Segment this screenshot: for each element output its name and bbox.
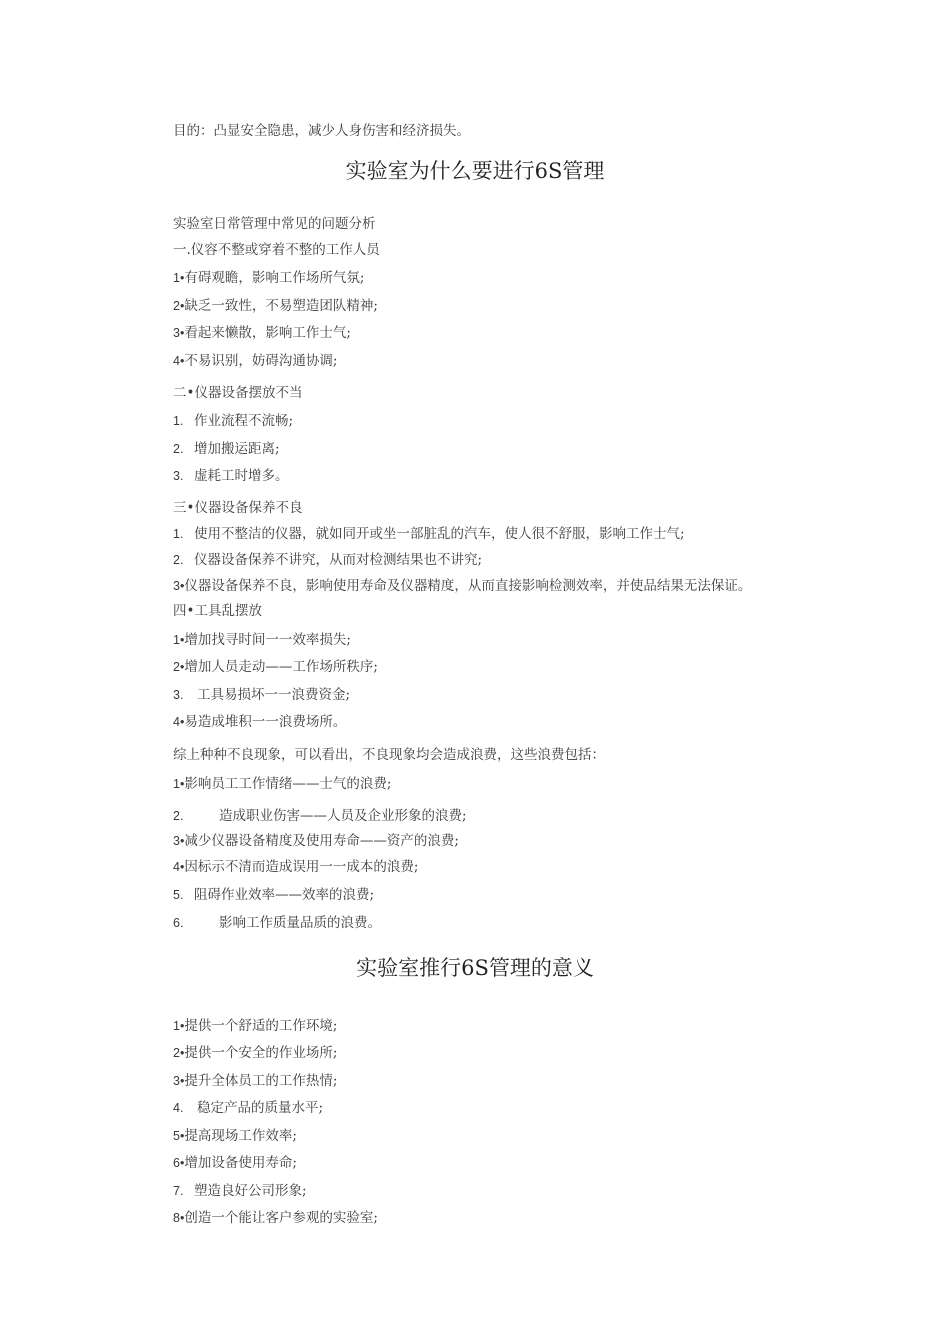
list-item	[173, 831, 459, 851]
list-item	[173, 1153, 297, 1173]
item-number: 1•	[173, 271, 185, 285]
item-text: 减少仪器设备精度及使用寿命——资产的浪费;	[184, 833, 459, 849]
item-number: 1.	[173, 414, 184, 428]
item-number: 2•	[173, 299, 185, 313]
item-number: 1.	[173, 527, 184, 541]
item-text: 影响工作质量品质的浪费。	[219, 915, 381, 931]
item-text: 工具易损坏一一浪费资金;	[197, 687, 351, 703]
item-number: 2•	[173, 1046, 185, 1060]
item-text: 增加人员走动——工作场所秩序;	[184, 659, 378, 675]
list-item	[173, 712, 346, 732]
item-text: 影响员工工作情绪——士气的浪费;	[184, 776, 392, 792]
item-number: 3•	[173, 579, 185, 593]
item-text: 增加搬运距离;	[194, 441, 280, 457]
list-item	[173, 466, 289, 486]
list-item	[173, 885, 374, 905]
item-number: 4•	[173, 354, 185, 368]
list-item	[173, 657, 378, 677]
section3-title: 三•仪器设备保养不良	[173, 500, 303, 516]
heading-why-6s: 实验室为什么要进行6S管理	[345, 159, 605, 183]
list-item	[173, 1208, 378, 1228]
item-number: 5•	[173, 1129, 185, 1143]
item-number: 5.	[173, 888, 184, 902]
list-item	[173, 630, 351, 650]
item-number: 3.	[173, 469, 184, 483]
item-number: 4•	[173, 860, 185, 874]
list-item	[173, 685, 350, 705]
item-text: 阻碍作业效率——效率的浪费;	[194, 887, 375, 903]
item-text: 增加找寻时间一一效率损失;	[184, 632, 351, 648]
list-item	[173, 524, 685, 544]
list-item	[173, 857, 418, 877]
item-text: 提高现场工作效率;	[184, 1128, 297, 1144]
section2-title: 二•仪器设备摆放不当	[173, 385, 303, 401]
item-number: 3•	[173, 1074, 185, 1088]
item-number: 3.	[173, 688, 184, 702]
list-item	[173, 1043, 337, 1063]
list-item	[173, 411, 293, 431]
item-number: 1•	[173, 633, 185, 647]
item-text: 提升全体员工的工作热情;	[184, 1073, 338, 1089]
item-text: 易造成堆积一一浪费场所。	[184, 714, 347, 730]
item-text: 缺乏一致性，不易塑造团队精神;	[184, 298, 378, 314]
list-item	[173, 1071, 337, 1091]
item-text: 创造一个能让客户参观的实验室;	[184, 1210, 378, 1226]
list-item	[173, 268, 364, 288]
item-number: 2.	[173, 809, 184, 823]
list-item	[173, 1126, 297, 1146]
item-text: 有碍观瞻，影响工作场所气氛;	[184, 270, 365, 286]
item-text: 使用不整洁的仪器，就如同开或坐一部脏乱的汽车，使人很不舒服，影响工作士气;	[194, 526, 685, 542]
item-number: 2.	[173, 442, 184, 456]
item-text: 作业流程不流畅;	[194, 413, 294, 429]
item-text: 不易识别，妨碍沟通协调;	[184, 353, 338, 369]
item-number: 6•	[173, 1156, 185, 1170]
item-number: 2.	[173, 553, 184, 567]
item-text: 造成职业伤害——人员及企业形象的浪费;	[219, 808, 467, 824]
item-number: 4•	[173, 715, 185, 729]
summary-intro: 综上种种不良现象，可以看出，不良现象均会造成浪费，这些浪费包括：	[173, 747, 605, 763]
item-number: 7.	[173, 1184, 184, 1198]
list-item	[173, 1016, 337, 1036]
item-number: 3•	[173, 326, 185, 340]
item-text: 稳定产品的质量水平;	[197, 1100, 324, 1116]
item-text: 仪器设备保养不讲究，从而对检测结果也不讲究;	[194, 552, 483, 568]
section4-title: 四•工具乱摆放	[173, 603, 262, 619]
heading-significance: 实验室推行6S管理的意义	[356, 956, 594, 980]
item-text: 塑造良好公司形象;	[194, 1183, 307, 1199]
item-number: 1•	[173, 1019, 185, 1033]
list-item	[173, 296, 378, 316]
item-text: 提供一个安全的作业场所;	[184, 1045, 338, 1061]
item-text: 仪器设备保养不良，影响使用寿命及仪器精度，从而直接影响检测效率，并使品结果无法保证。	[184, 578, 752, 594]
list-item	[173, 351, 337, 371]
analysis-title: 实验室日常管理中常见的问题分析	[173, 216, 376, 232]
item-number: 8•	[173, 1211, 185, 1225]
item-number: 6.	[173, 916, 184, 930]
section1-title: 一.仪容不整或穿着不整的工作人员	[173, 242, 380, 258]
item-text: 提供一个舒适的工作环境;	[184, 1018, 338, 1034]
item-number: 2•	[173, 660, 185, 674]
list-item	[173, 323, 351, 343]
item-number: 4.	[173, 1101, 184, 1115]
item-number: 1•	[173, 777, 185, 791]
item-text: 看起来懒散，影响工作士气;	[184, 325, 351, 341]
item-number: 3•	[173, 834, 185, 848]
item-text: 虚耗工时增多。	[194, 468, 289, 484]
item-text: 因标示不清而造成误用一一成本的浪费;	[184, 859, 419, 875]
list-item	[173, 576, 751, 596]
list-item	[173, 550, 482, 570]
list-item	[173, 439, 280, 459]
purpose-line: 目的：凸显安全隐患，减少人身伤害和经济损失。	[173, 123, 470, 139]
list-item	[173, 774, 391, 794]
item-text: 增加设备使用寿命;	[184, 1155, 297, 1171]
list-item	[173, 1098, 323, 1118]
list-item	[173, 1181, 307, 1201]
list-item	[173, 806, 467, 826]
list-item	[173, 913, 381, 933]
